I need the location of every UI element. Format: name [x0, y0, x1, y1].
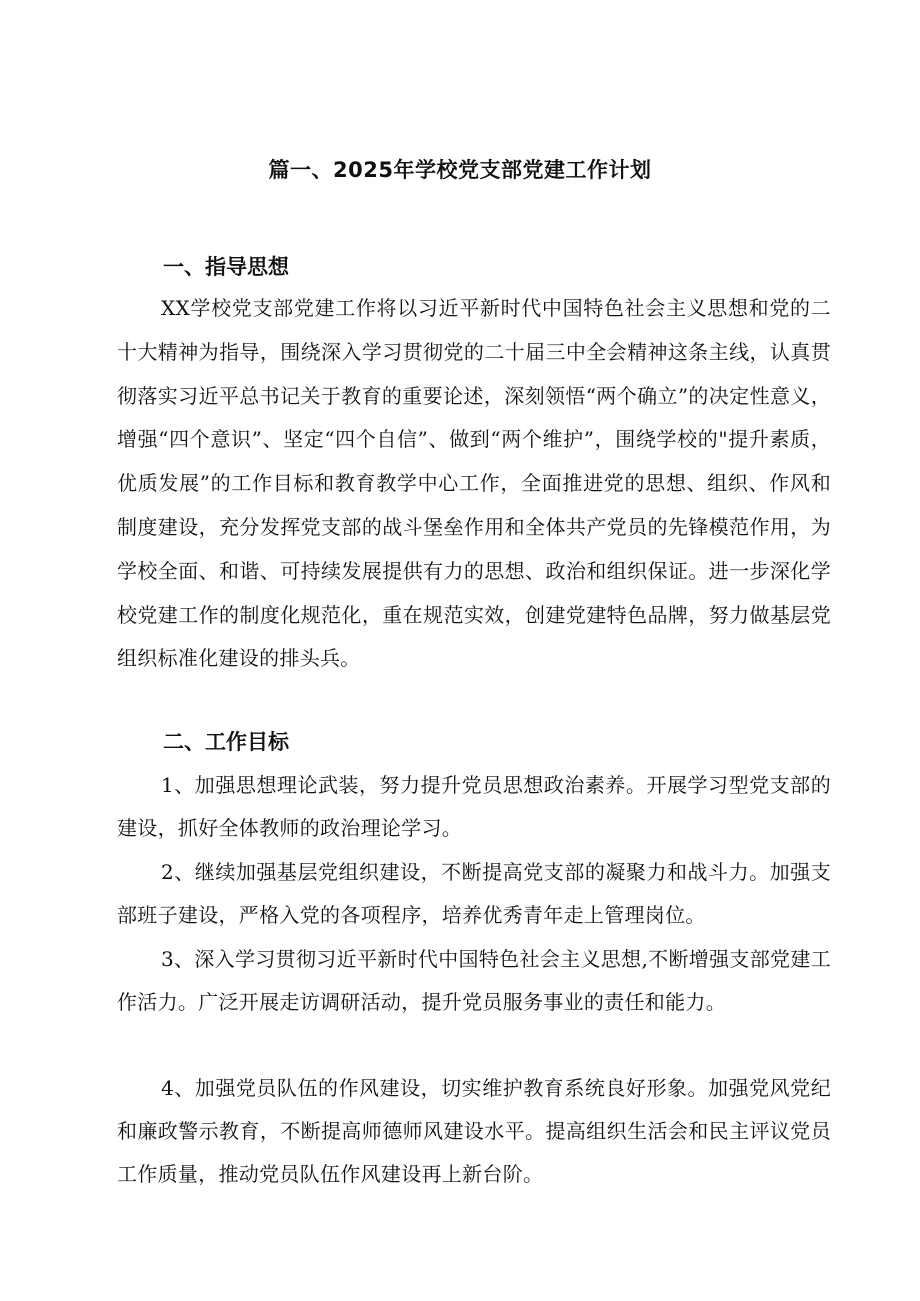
section-heading-guiding-ideology: 一、指导思想	[163, 255, 289, 279]
paragraph-goal-3: 3、深入学习贯彻习近平新时代中国特色社会主义思想,不断增强支部党建工作活力。广泛开展走访调研活动，提升党员服务事业的责任和能力。	[117, 947, 831, 1014]
paragraph-guiding-ideology: XX学校党支部党建工作将以习近平新时代中国特色社会主义思想和党的二十大精神为指导，围绕深入学习贯彻党的二十届三中全会精神这条主线，认真贯彻落实习近平总书记关于教育的重要论述，深刻领悟“两个确立”的决定性意义，增强“四个意识”、坚定“四个自信”、做到“两个维护”，围绕学校的"提升素质，优质发展”的工作目标和教育教学中心工作，全面推进党的思想、组织、作风和制度建设，充分发挥党支部的战斗堡垒作用和全体共产党员的先锋模范作用，为学校全面、和谐、可持续发展提供有力的思想、政治和组织保证。进一步深化学校党建工作的制度化规范化，重在规范实效，创建党建特色品牌，努力做基层党组织标准化建设的排头兵。	[117, 296, 831, 671]
paragraph-goal-2: 2、继续加强基层党组织建设，不断提高党支部的凝聚力和战斗力。加强支部班子建设，严格入党的各项程序，培养优秀青年走上管理岗位。	[117, 860, 831, 927]
paragraph-goal-1: 1、加强思想理论武装，努力提升党员思想政治素养。开展学习型党支部的建设，抓好全体教师的政治理论学习。	[117, 773, 831, 840]
paragraph-goal-4: 4、加强党员队伍的作风建设，切实维护教育系统良好形象。加强党风党纪和廉政警示教育，不断提高师德师风建设水平。提高组织生活会和民主评议党员工作质量，推动党员队伍作风建设再上新台阶。	[117, 1076, 831, 1186]
section-heading-work-goals: 二、工作目标	[163, 730, 289, 754]
document-title: 篇一、2025年学校党支部党建工作计划	[268, 158, 652, 182]
